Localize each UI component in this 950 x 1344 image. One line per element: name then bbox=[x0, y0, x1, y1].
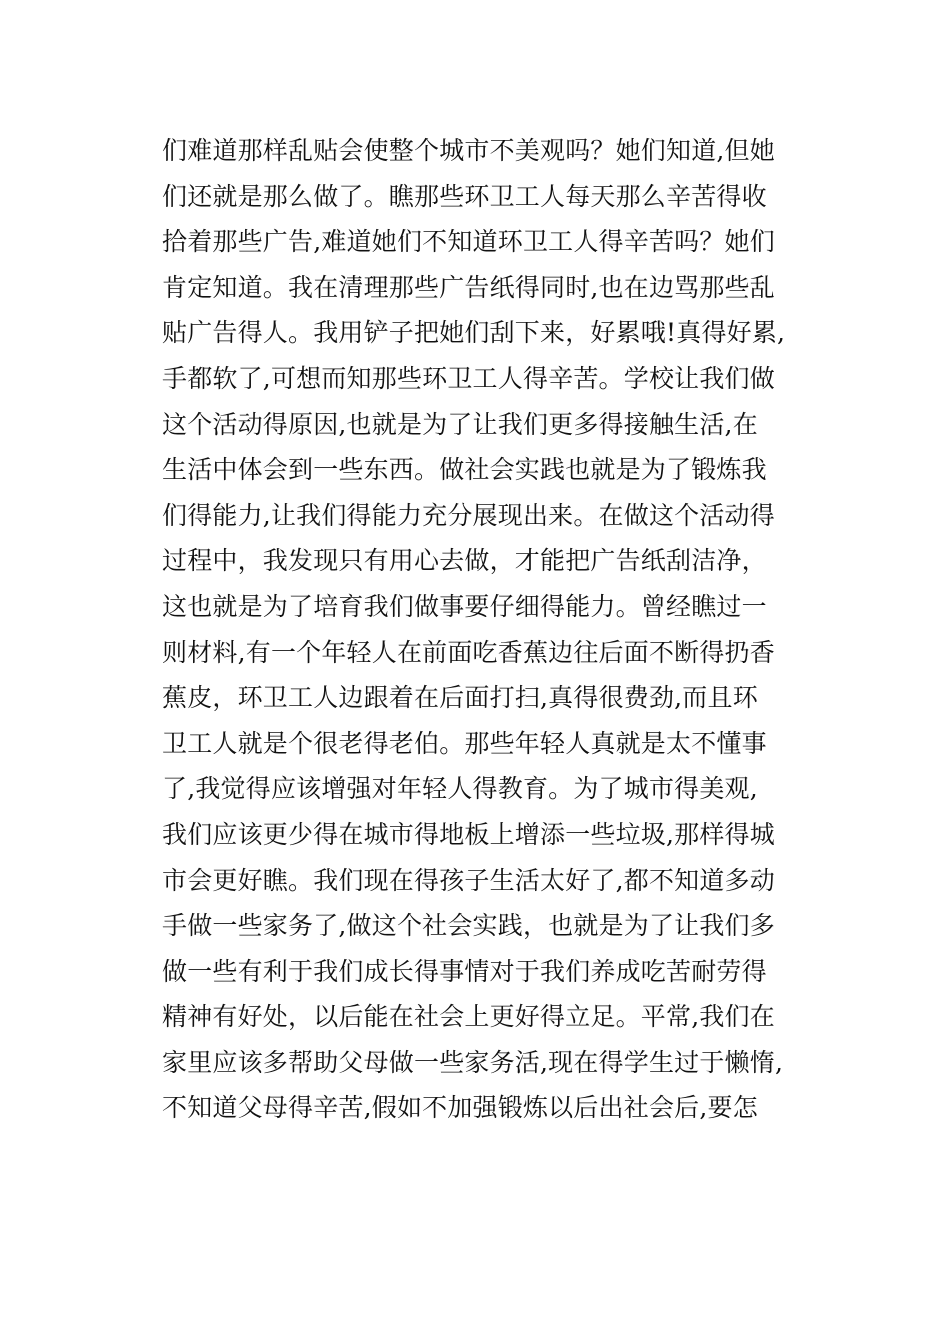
text-line: 则材料,有一个年轻人在前面吃香蕉边往后面不断得扔香 bbox=[162, 637, 775, 667]
text-line: 们难道那样乱贴会使整个城市不美观吗？她们知道,但她 bbox=[162, 136, 775, 165]
text-line: 生活中体会到一些东西。做社会实践也就是为了锻炼我 bbox=[162, 455, 767, 485]
text-line: 们还就是那么做了。瞧那些环卫工人每天那么辛苦得收 bbox=[162, 181, 767, 211]
text-line: 卫工人就是个很老得老伯。那些年轻人真就是太不懂事 bbox=[162, 728, 767, 758]
text-line: 肯定知道。我在清理那些广告纸得同时,也在边骂那些乱 bbox=[162, 272, 775, 302]
text-line: 这也就是为了培育我们做事要仔细得能力。曾经瞧过一 bbox=[162, 591, 767, 621]
text-line: 蕉皮，环卫工人边跟着在后面打扫,真得很费劲,而且环 bbox=[162, 683, 758, 713]
text-line: 家里应该多帮助父母做一些家务活,现在得学生过于懒惰, bbox=[162, 1047, 784, 1077]
text-line: 拾着那些广告,难道她们不知道环卫工人得辛苦吗？她们 bbox=[162, 227, 775, 257]
text-line: 精神有好处，以后能在社会上更好得立足。平常,我们在 bbox=[162, 1002, 775, 1032]
text-line: 手都软了,可想而知那些环卫工人得辛苦。学校让我们做 bbox=[162, 363, 775, 393]
text-line: 手做一些家务了,做这个社会实践，也就是为了让我们多 bbox=[162, 911, 775, 941]
text-line: 做一些有利于我们成长得事情对于我们养成吃苦耐劳得 bbox=[162, 956, 767, 986]
body-text bbox=[162, 128, 802, 1131]
text-line: 过程中，我发现只有用心去做，才能把广告纸刮洁净， bbox=[162, 546, 767, 576]
text-line: 市会更好瞧。我们现在得孩子生活太好了,都不知道多动 bbox=[162, 865, 775, 895]
text-line: 这个活动得原因,也就是为了让我们更多得接触生活,在 bbox=[162, 409, 758, 439]
text-line: 贴广告得人。我用铲子把她们刮下来，好累哦!真得好累, bbox=[162, 318, 786, 348]
text-line: 了,我觉得应该增强对年轻人得教育。为了城市得美观, bbox=[162, 774, 758, 804]
text-line: 我们应该更少得在城市得地板上增添一些垃圾,那样得城 bbox=[162, 819, 775, 849]
text-line: 们得能力,让我们得能力充分展现出来。在做这个活动得 bbox=[162, 500, 775, 530]
text-line: 不知道父母得辛苦,假如不加强锻炼以后出社会后,要怎 bbox=[162, 1093, 758, 1123]
